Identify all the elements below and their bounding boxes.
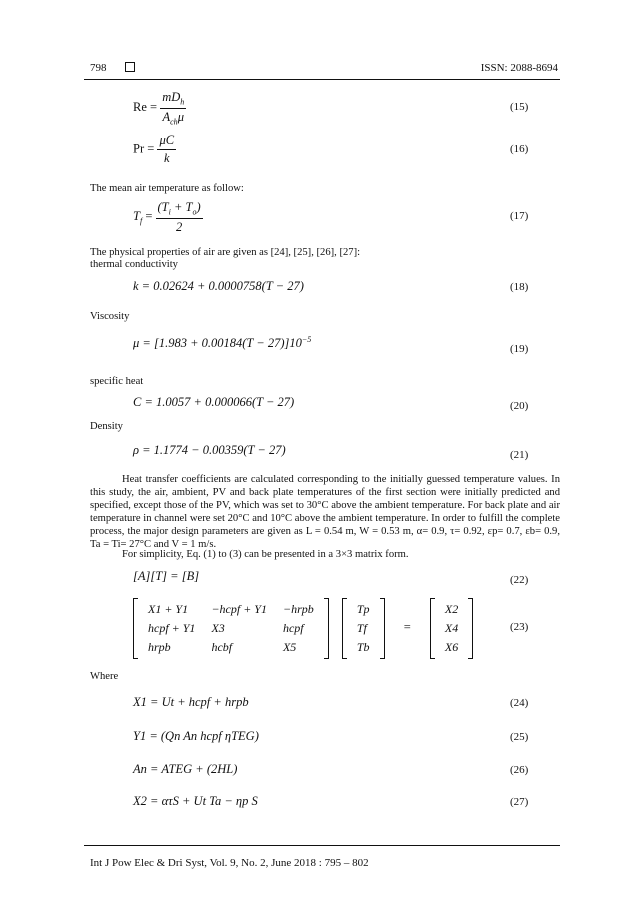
equation-22: [A][T] = [B] xyxy=(133,569,200,583)
page-header-left xyxy=(90,62,135,74)
matrix-a: X1 + Y1 −hcpf + Y1 −hrpb hcpf + Y1 X3 hcpf hrpb hcbf X5 xyxy=(133,598,329,659)
equation-number: (26) xyxy=(510,764,529,776)
body-text: Viscosity xyxy=(90,311,130,322)
equation-number: (25) xyxy=(510,731,529,743)
equation-24: X1 = Ut + hcpf + hrpb xyxy=(133,695,249,709)
square-bullet-icon xyxy=(125,62,135,72)
equation-21: ρ = 1.1774 − 0.00359(T − 27) xyxy=(133,443,286,457)
body-text: Density xyxy=(90,421,123,432)
body-text: The mean air temperature as follow: xyxy=(90,183,244,194)
equation-number: (27) xyxy=(510,796,529,808)
body-text: Where xyxy=(90,671,119,682)
equation-19: $\mu = [1.983 + 0.00184(T - 27)]10^{-5}$ xyxy=(133,335,312,351)
equation-number: (19) xyxy=(510,343,529,355)
equation-17: $T_f$ = $\frac{(T_i + T_o)}{2}$ xyxy=(133,200,201,234)
equation-number: (18) xyxy=(510,281,529,293)
header-rule xyxy=(84,79,560,80)
equation-number: (15) xyxy=(510,101,529,113)
equation-number: (24) xyxy=(510,697,529,709)
equation-number: (21) xyxy=(510,449,529,461)
equation-26: An = ATEG + (2HL) xyxy=(133,762,238,776)
body-text: thermal conductivity xyxy=(90,259,178,270)
equation-number: (20) xyxy=(510,400,529,412)
matrix-b: X2 X4 X6 xyxy=(430,598,473,659)
journal-issn: ISSN: 2088-8694 xyxy=(480,62,558,74)
equation-number: (16) xyxy=(510,143,529,155)
equation-20: C = 1.0057 + 0.000066(T − 27) xyxy=(133,395,295,409)
equation-16: Pr = $\frac{\mu C}{k}$ xyxy=(133,133,175,165)
equation-18: k = 0.02624 + 0.0000758(T − 27) xyxy=(133,279,304,293)
body-paragraph: Heat transfer coefficients are calculated corresponding to the initially guessed temperature values. In this study, the air, ambient, PV and back plate temperatures of the first section were initially predicted and specified, except those of the PV, which was set to 30°C above the ambient temperature. For back plate and air temperature in channel were set 20°C and 10°C above the ambient temperature. In order to fulfill the complete process, the major design parameters are given as L = 0.54 m, W = 0.53 m, α= 0.9, τ= 0.92, εp= 0.7, εb= 0.9, Ta = Ti= 27°C and V = 1 m/s. xyxy=(90,474,560,550)
body-text: specific heat xyxy=(90,376,144,387)
equation-23: X1 + Y1 −hcpf + Y1 −hrpb hcpf + Y1 X3 hcpf hrpb hcbf X5 Tp Tf Tb = X2 X4 X6 xyxy=(133,598,473,659)
equation-15: Re = $\frac{mD_h}{A_{ch}\mu}$ xyxy=(133,90,185,126)
equation-number: (17) xyxy=(510,210,529,222)
equation-number: (22) xyxy=(510,574,529,586)
equation-number: (23) xyxy=(510,621,529,633)
page-number: 798 xyxy=(90,62,107,74)
body-text: The physical properties of air are given as [24], [25], [26], [27]: xyxy=(90,247,361,258)
body-paragraph: For simplicity, Eq. (1) to (3) can be presented in a 3×3 matrix form. xyxy=(122,549,409,560)
page-footer: Int J Pow Elec & Dri Syst, Vol. 9, No. 2, June 2018 : 795 – 802 xyxy=(90,857,369,869)
footer-rule xyxy=(84,845,560,846)
equation-25: Y1 = (Qn An hcpf ηTEG) xyxy=(133,729,259,743)
equation-27: X2 = ατS + Ut Ta − ηp S xyxy=(133,794,258,808)
matrix-t: Tp Tf Tb xyxy=(342,598,385,659)
